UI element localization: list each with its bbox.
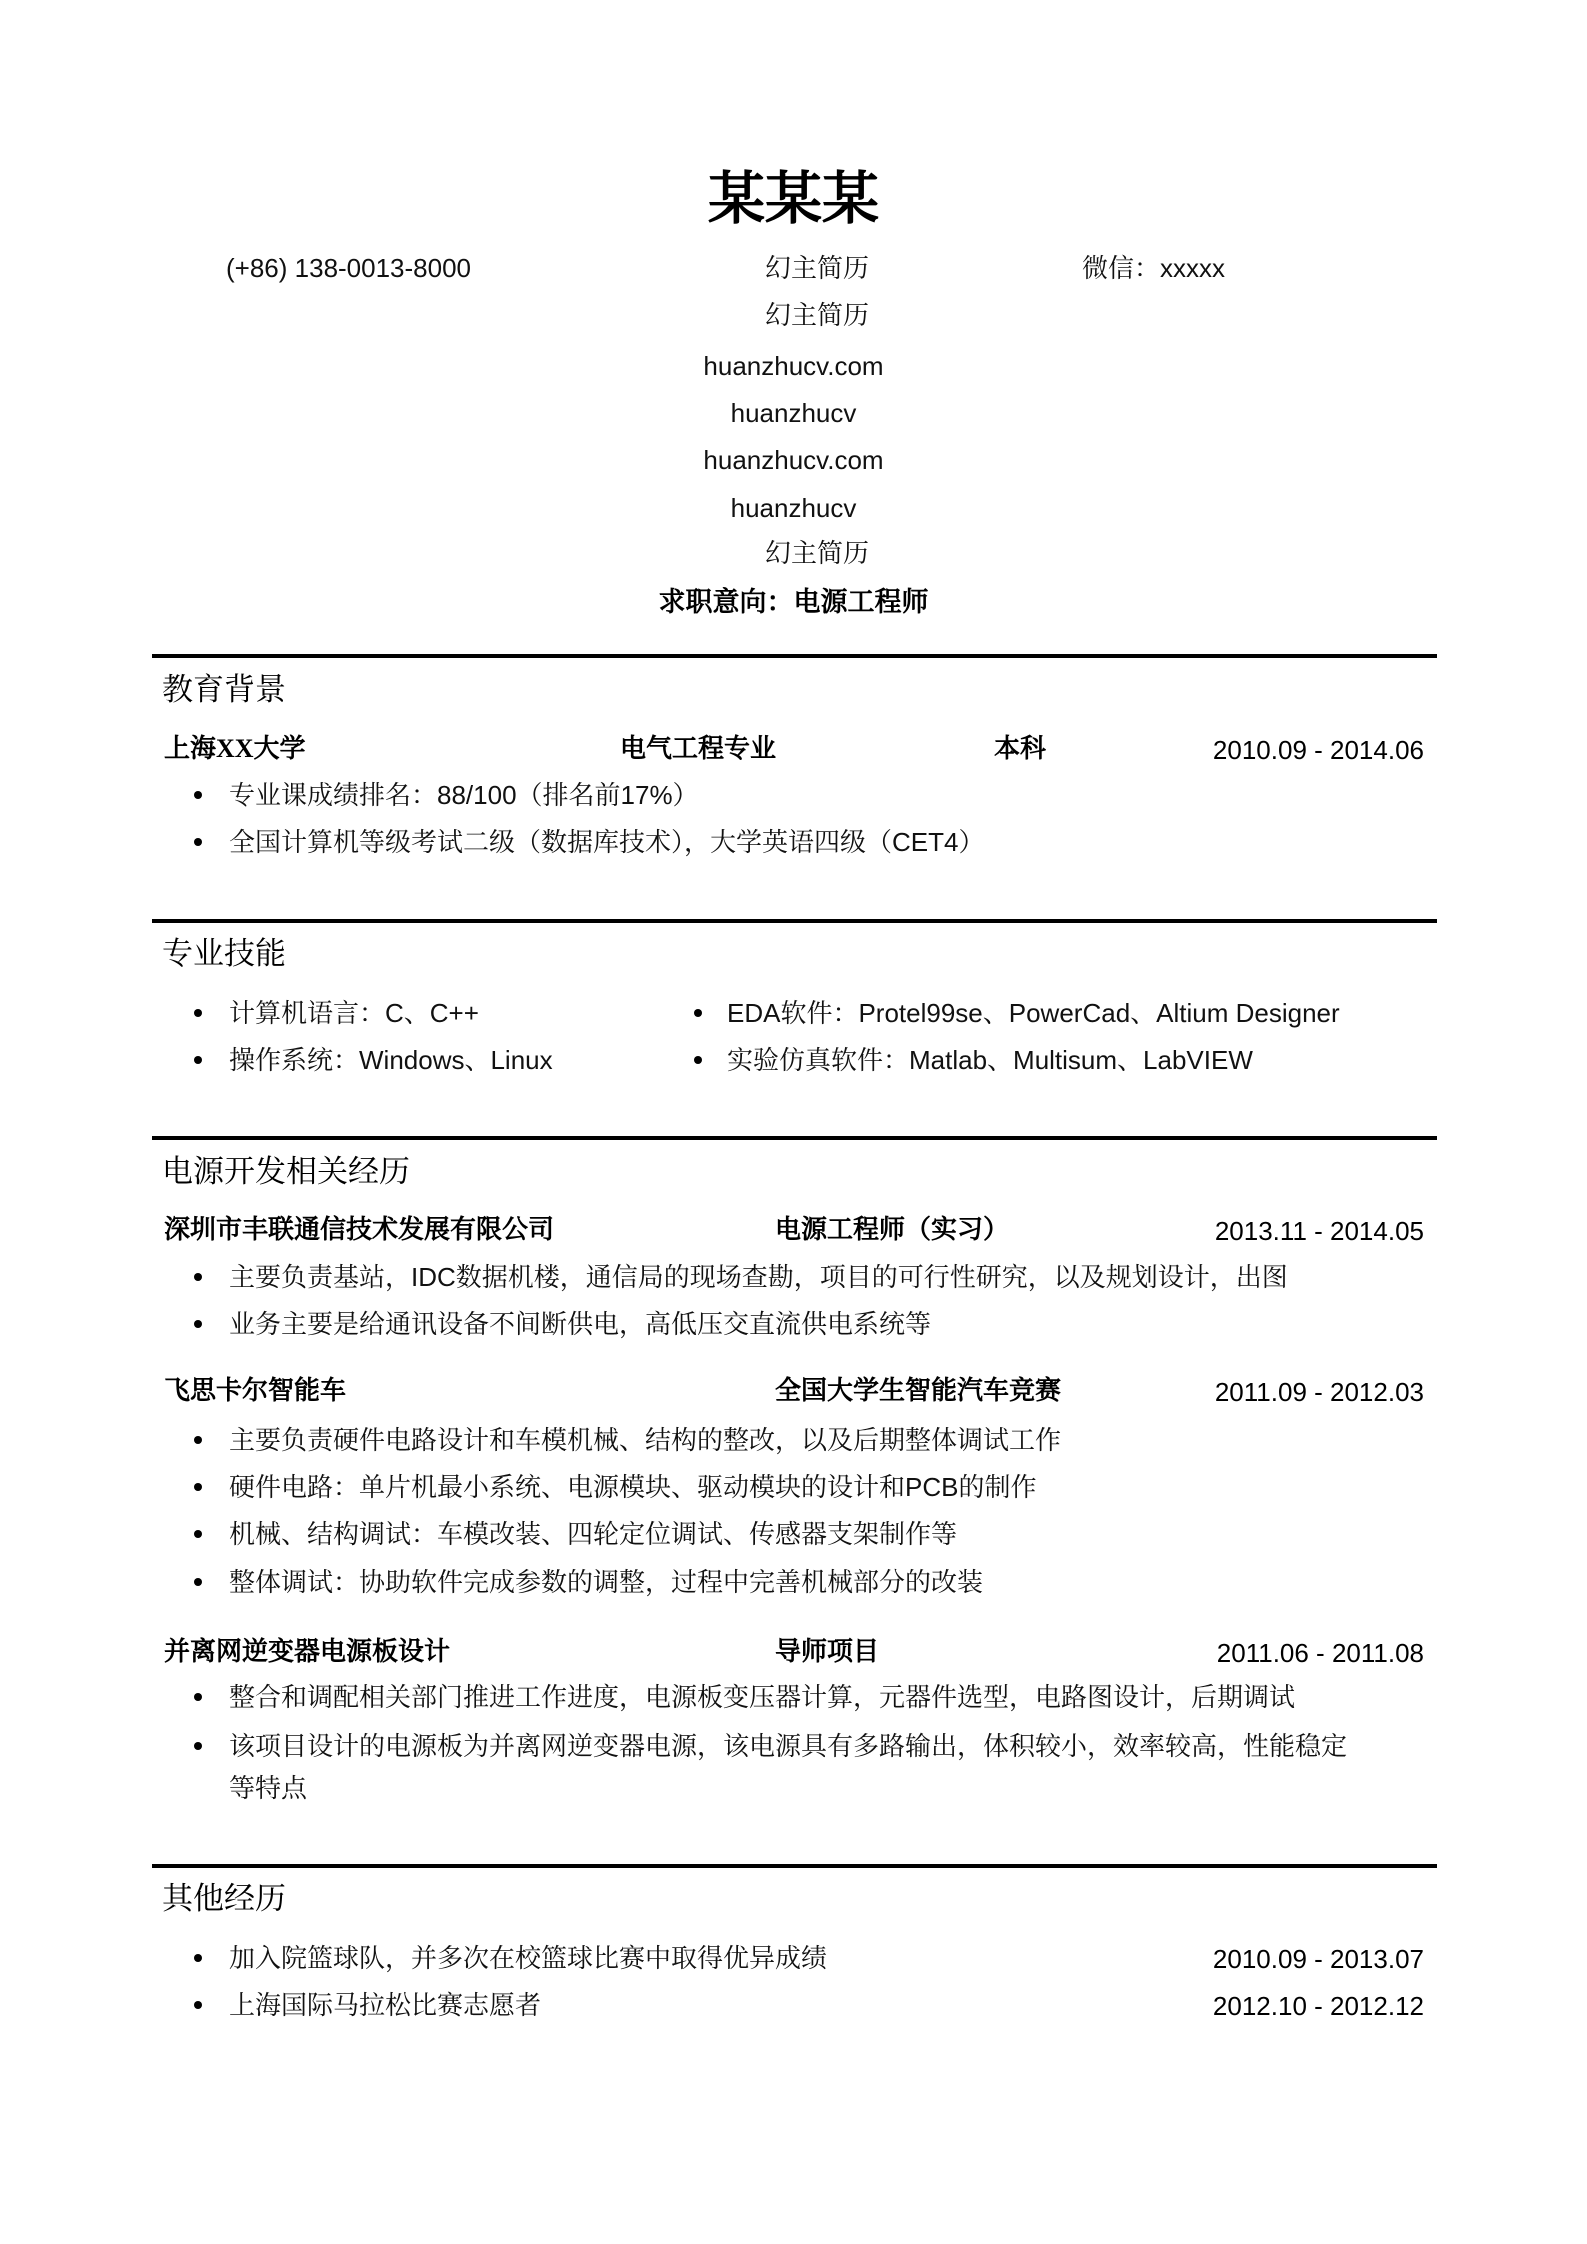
role: 全国大学生智能汽车竞赛: [775, 1376, 1062, 1405]
date-range: 2010.09 - 2014.06: [1212, 735, 1424, 765]
candidate-name: 某某某: [708, 167, 879, 231]
date-range: 2012.10 - 2012.12: [1212, 1991, 1424, 2021]
list-item: 机械、结构调试：车模改装、四轮定位调试、传感器支架制作等: [229, 1519, 958, 1549]
contact-item: 幻主简历: [765, 253, 870, 283]
section-divider: [152, 1864, 1437, 1868]
list-item: 上海国际马拉松比赛志愿者: [229, 1990, 542, 2020]
organization: 并离网逆变器电源板设计: [164, 1637, 451, 1666]
section-divider: [152, 919, 1437, 923]
skill-item: EDA软件：Protel99se、PowerCad、Altium Designer: [727, 998, 1340, 1028]
major: 电气工程专业: [620, 734, 777, 763]
list-item: 该项目设计的电源板为并离网逆变器电源，该电源具有多路输出，体积较小，效率较高，性能稳定: [229, 1731, 1348, 1761]
bullet-icon: [194, 838, 202, 846]
section-title-skills: 专业技能: [162, 936, 286, 971]
role: 电源工程师（实习）: [775, 1215, 1010, 1244]
list-item: 硬件电路：单片机最小系统、电源模块、驱动模块的设计和PCB的制作: [229, 1472, 1037, 1502]
bullet-icon: [194, 1009, 202, 1017]
bullet-icon: [194, 1273, 202, 1281]
contact-item: huanzhucv: [730, 398, 857, 428]
list-item: 主要负责硬件电路设计和车模机械、结构的整改，以及后期整体调试工作: [229, 1425, 1062, 1455]
bullet-icon: [694, 1009, 702, 1017]
contact-item: huanzhucv: [730, 493, 857, 523]
list-item: 业务主要是给通讯设备不间断供电，高低压交直流供电系统等: [229, 1309, 932, 1339]
website-link[interactable]: huanzhucv.com: [703, 351, 884, 381]
job-objective: 求职意向：电源工程师: [658, 587, 929, 617]
website-link[interactable]: huanzhucv.com: [703, 445, 884, 475]
list-item: 加入院篮球队，并多次在校篮球比赛中取得优异成绩: [229, 1943, 828, 1973]
bullet-icon: [194, 1742, 202, 1750]
bullet-icon: [694, 1056, 702, 1064]
contact-item: 幻主简历: [765, 538, 870, 568]
date-range: 2011.06 - 2011.08: [1216, 1638, 1424, 1668]
section-divider: [152, 1136, 1437, 1140]
role: 导师项目: [775, 1637, 880, 1666]
bullet-icon: [194, 2001, 202, 2009]
skill-item: 实验仿真软件：Matlab、Multisum、LabVIEW: [727, 1045, 1253, 1075]
section-title-other: 其他经历: [162, 1881, 286, 1916]
list-item: 整合和调配相关部门推进工作进度，电源板变压器计算，元器件选型，电路图设计，后期调试: [229, 1682, 1296, 1712]
skill-item: 操作系统：Windows、Linux: [229, 1045, 553, 1075]
date-range: 2010.09 - 2013.07: [1212, 1944, 1424, 1974]
bullet-icon: [194, 1954, 202, 1962]
section-title-experience: 电源开发相关经历: [162, 1154, 410, 1189]
list-item: 全国计算机等级考试二级（数据库技术），大学英语四级（CET4）: [229, 827, 985, 857]
bullet-icon: [194, 1320, 202, 1328]
bullet-icon: [194, 1578, 202, 1586]
section-divider: [152, 654, 1437, 658]
date-range: 2013.11 - 2014.05: [1214, 1216, 1424, 1246]
list-item-continuation: 等特点: [229, 1773, 308, 1803]
bullet-icon: [194, 1056, 202, 1064]
organization: 飞思卡尔智能车: [164, 1376, 347, 1405]
list-item: 专业课成绩排名：88/100（排名前17%）: [229, 780, 699, 810]
skill-item: 计算机语言：C、C++: [229, 998, 479, 1028]
contact-item: 幻主简历: [765, 300, 870, 330]
bullet-icon: [194, 1483, 202, 1491]
wechat-id: 微信：xxxxx: [1082, 253, 1226, 283]
list-item: 主要负责基站，IDC数据机楼，通信局的现场查勘，项目的可行性研究，以及规划设计，出图: [229, 1262, 1288, 1292]
phone-number: (+86) 138-0013-8000: [226, 253, 472, 283]
organization: 深圳市丰联通信技术发展有限公司: [164, 1215, 555, 1244]
bullet-icon: [194, 1530, 202, 1538]
date-range: 2011.09 - 2012.03: [1214, 1377, 1424, 1407]
school-name: 上海XX大学: [164, 734, 306, 763]
bullet-icon: [194, 791, 202, 799]
section-title-education: 教育背景: [162, 672, 286, 707]
list-item: 整体调试：协助软件完成参数的调整，过程中完善机械部分的改装: [229, 1567, 984, 1597]
bullet-icon: [194, 1436, 202, 1444]
bullet-icon: [194, 1693, 202, 1701]
degree: 本科: [994, 734, 1047, 763]
